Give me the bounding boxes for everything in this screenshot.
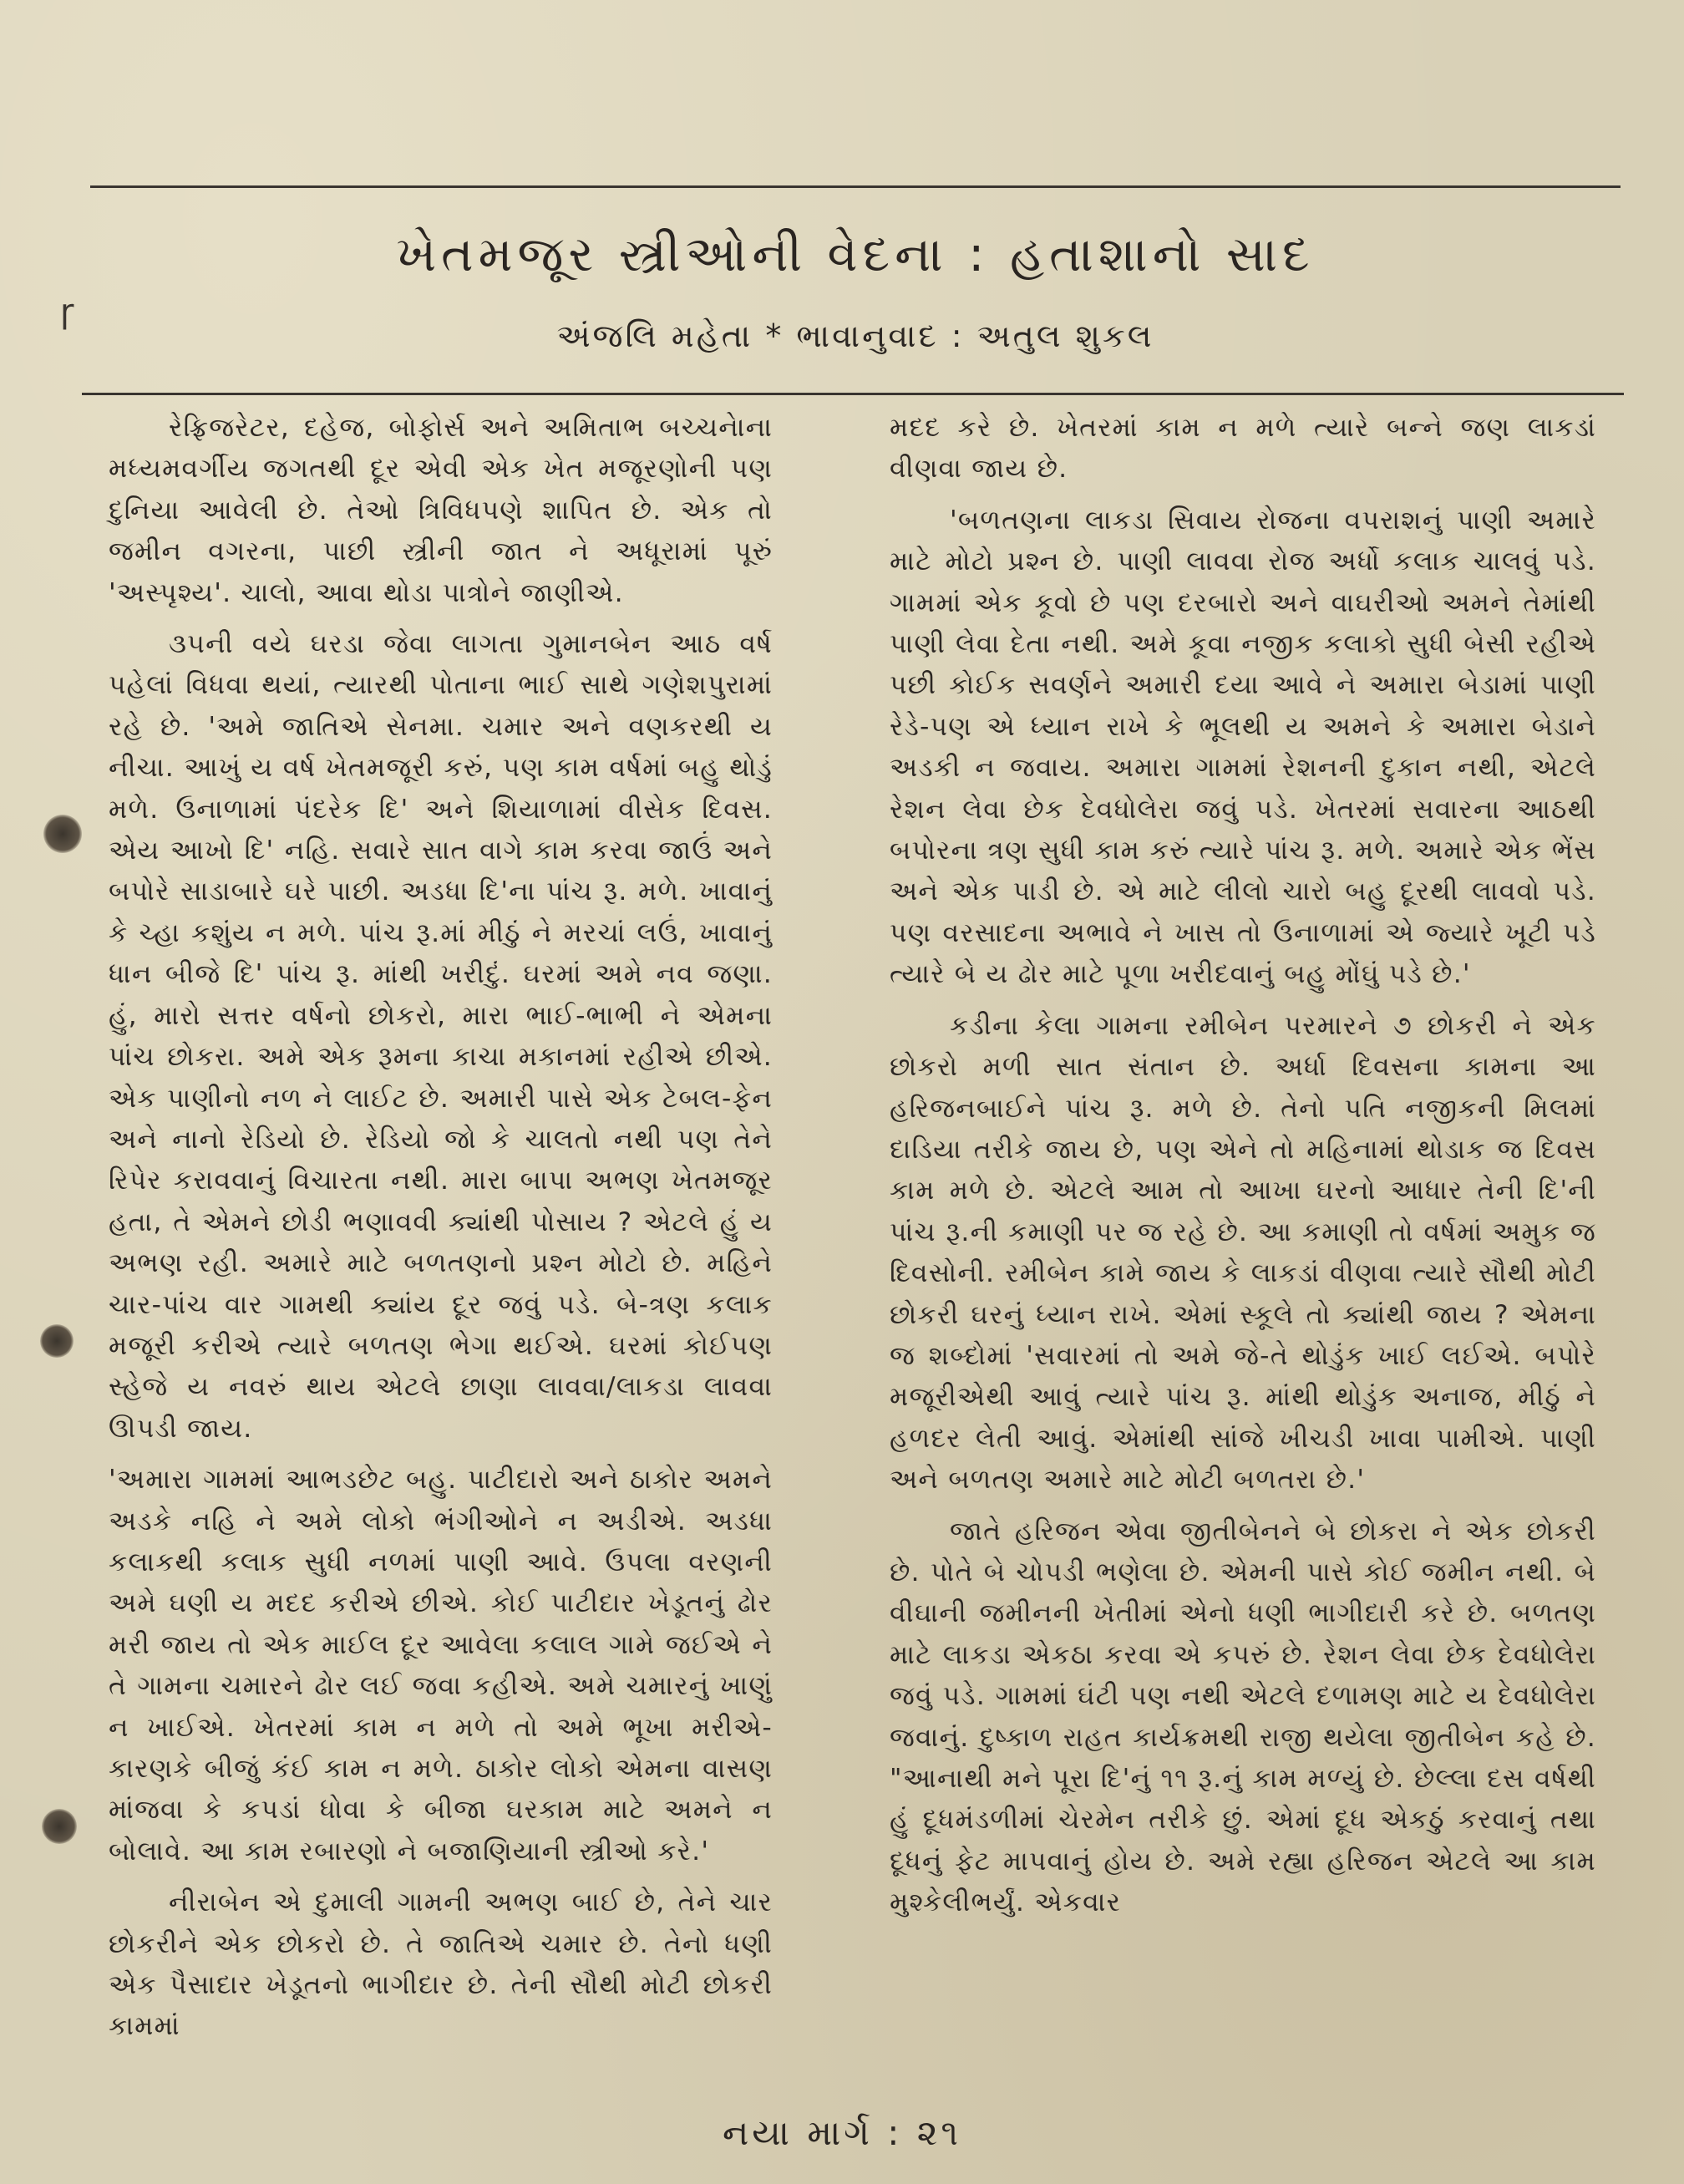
paragraph: 'અમારા ગામમાં આભડછેટ બહુ. પાટીદારો અને ઠાકોર અમને અડકે નહિ ને અમે લોકો ભંગીઓને ન અડીએ. અડધા કલાકથી કલાક સુધી નળમાં પાણી આવે. ઉપલા વરણની અમે ઘણી ય મદદ કરીએ છીએ. કોઈ પાટીદાર ખેડૂતનું ઢોર મરી જાય તો એક માઈલ દૂર આવેલા કલાલ ગામે જઈએ ને તે ગામના ચમારને ઢોર લઈ જવા કહીએ. અમે ચમારનું ખાણું ન ખાઈએ. ખેતરમાં કામ ન મળે તો અમે ભૂખા મરીએ-કારણકે બીજું કંઈ કામ ન મળે. ઠાકોર લોકો એમના વાસણ માંજવા કે કપડાં ધોવા કે બીજા ઘરકામ માટે અમને ન બોલાવે. આ કામ રબારણો ને બજાણિયાની સ્ત્રીઓ કરે.' xyxy=(109,1465,773,1867)
corner-mark: ɼ xyxy=(60,292,74,331)
top-rule xyxy=(90,185,1621,188)
article-title: ખેતમજૂર સ્ત્રીઓની વેદના : હતાશાનો સાદ xyxy=(396,226,1315,282)
paper-hole xyxy=(42,1809,77,1844)
header-rule xyxy=(82,393,1624,395)
paragraph: જાતે હરિજન એવા જીતીબેનને બે છોકરા ને એક છોકરી છે. પોતે બે ચોપડી ભણેલા છે. એમની પાસે કોઈ જમીન નથી. બે વીઘાની જમીનની ખેતીમાં એનો ધણી ભાગીદારી કરે છે. બળતણ માટે લાકડા એકઠા કરવા એ કપરું છે. રેશન લેવા છેક દેવધોલેરા જવું પડે. ગામમાં ઘંટી પણ નથી એટલે દળામણ માટે ય દેવધોલેરા જવાનું. દુષ્કાળ રાહત કાર્યક્રમથી રાજી થયેલા જીતીબેન કહે છે. "આનાથી મને પૂરા દિ'નું ૧૧ રૂ.નું કામ મળ્યું છે. છેલ્લા દસ વર્ષથી હું દૂધમંડળીમાં ચેરમેન તરીકે છું. એમાં દૂધ એકઠું કરવાનું તથા દૂધનું ફેટ માપવાનું હોય છે. અમે રહ્યા હરિજન એટલે આ કામ મુશ્કેલીભર્યું. એકવાર xyxy=(890,1516,1596,1918)
paragraph: 'બળતણના લાકડા સિવાય રોજના વપરાશનું પાણી અમારે માટે મોટો પ્રશ્ન છે. પાણી લાવવા રોજ અર્ધો કલાક ચાલવું પડે. ગામમાં એક કૂવો છે પણ દરબારો અને વાઘરીઓ અમને તેમાંથી પાણી લેવા દેતા નથી. અમે કૂવા નજીક કલાકો સુધી બેસી રહીએ પછી કોઈક સવર્ણને અમારી દયા આવે ને અમારા બેડામાં પાણી રેડે-પણ એ ધ્યાન રાખે કે ભૂલથી ય અમને કે અમારા બેડાને અડકી ન જવાય. અમારા ગામમાં રેશનની દુકાન નથી, એટલે રેશન લેવા છેક દેવધોલેરા જવું પડે. ખેતરમાં સવારના આઠથી બપોરના ત્રણ સુધી કામ કરું ત્યારે પાંચ રૂ. મળે. અમારે એક ભેંસ અને એક પાડી છે. એ માટે લીલો ચારો બહુ દૂરથી લાવવો પડે. પણ વરસાદના અભાવે ને ખાસ તો ઉનાળામાં એ જ્યારે ખૂટી પડે ત્યારે બે ય ઢોર માટે પૂળા ખરીદવાનું બહુ મોંઘું પડે છે.' xyxy=(890,505,1596,990)
paragraph: મદદ કરે છે. ખેતરમાં કામ ન મળે ત્યારે બન્ને જણ લાકડાં વીણવા જાય છે. xyxy=(890,413,1596,485)
paragraph: કડીના કેલા ગામના રમીબેન પરમારને ૭ છોકરી ને એક છોકરો મળી સાત સંતાન છે. અર્ધા દિવસના કામના આ હરિજનબાઈને પાંચ રૂ. મળે છે. તેનો પતિ નજીકની મિલમાં દાડિયા તરીકે જાય છે, પણ એને તો મહિનામાં થોડાક જ દિવસ કામ મળે છે. એટલે આમ તો આખા ઘરનો આધાર તેની દિ'ની પાંચ રૂ.ની કમાણી પર જ રહે છે. આ કમાણી તો વર્ષમાં અમુક જ દિવસોની. રમીબેન કામે જાય કે લાકડાં વીણવા ત્યારે સૌથી મોટી છોકરી ઘરનું ધ્યાન રાખે. એમાં સ્કૂલે તો ક્યાંથી જાય ? એમના જ શબ્દોમાં 'સવારમાં તો અમે જે-તે થોડુંક ખાઈ લઈએ. બપોરે મજૂરીએથી આવું ત્યારે પાંચ રૂ. માંથી થોડુંક અનાજ, મીઠું ને હળદર લેતી આવું. એમાંથી સાંજે ખીચડી ખાવા પામીએ. પાણી અને બળતણ અમારે માટે મોટી બળતરા છે.' xyxy=(890,1010,1596,1496)
paragraph: નીરાબેન એ દુમાલી ગામની અભણ બાઈ છે, તેને ચાર છોકરીને એક છોકરો છે. તે જાતિએ ચમાર છે. તેનો ધણી એક પૈસાદાર ખેડૂતનો ભાગીદાર છે. તેની સૌથી મોટી છોકરી કામમાં xyxy=(109,1887,773,2042)
page-footer: નયા માર્ગ : ૨૧ xyxy=(722,2112,962,2153)
paper-hole xyxy=(43,815,82,853)
paper-hole xyxy=(40,1324,74,1358)
left-column xyxy=(109,408,773,2058)
article-byline: અંજલિ મહેતા * ભાવાનુવાદ : અતુલ શુકલ xyxy=(556,317,1154,354)
paragraph: રેફ્રિજરેટર, દહેજ, બોફોર્સ અને અમિતાભ બચ્ચનેાના મધ્યમવર્ગીય જગતથી દૂર એવી એક ખેત મજૂરણોની પણ દુનિયા આવેલી છે. તેઓ ત્રિવિધપણે શાપિત છે. એક તો જમીન વગરના, પાછી સ્ત્રીની જાત ને અધૂરામાં પૂરું 'અસ્પૃશ્ય'. ચાલો, આવા થોડા પાત્રોને જાણીએ. xyxy=(109,413,773,608)
right-column xyxy=(890,408,1596,1934)
paragraph: ૩૫ની વયે ઘરડા જેવા લાગતા ગુમાનબેન આઠ વર્ષ પહેલાં વિધવા થયાં, ત્યારથી પોતાના ભાઈ સાથે ગણેશપુરામાં રહે છે. 'અમે જાતિએ સેનમા. ચમાર અને વણકરથી ય નીચા. આખું ય વર્ષ ખેતમજૂરી કરું, પણ કામ વર્ષમાં બહુ થોડું મળે. ઉનાળામાં પંદરેક દિ' અને શિયાળામાં વીસેક દિવસ. એય આખો દિ' નહિ. સવારે સાત વાગે કામ કરવા જાઉં અને બપોરે સાડાબારે ઘરે પાછી. અડધા દિ'ના પાંચ રૂ. મળે. ખાવાનું કે ચ્હા કશુંય ન મળે. પાંચ રૂ.માં મીઠું ને મરચાં લઉં, ખાવાનું ધાન બીજે દિ' પાંચ રૂ. માંથી ખરીદું. ઘરમાં અમે નવ જણા. હું, મારો સત્તર વર્ષનો છોકરો, મારા ભાઈ-ભાભી ને એમના પાંચ છોકરા. અમે એક રૂમના કાચા મકાનમાં રહીએ છીએ. એક પાણીનો નળ ને લાઈટ છે. અમારી પાસે એક ટેબલ-ફેન અને નાનો રેડિયો છે. રેડિયો જો કે ચાલતો નથી પણ તેને રિપેર કરાવવાનું વિચારતા નથી. મારા બાપા અભણ ખેતમજૂર હતા, તે એમને છોડી ભણાવવી ક્યાંથી પોસાય ? એટલે હું ય અભણ રહી. અમારે માટે બળતણનો પ્રશ્ન મોટો છે. મહિને ચાર-પાંચ વાર ગામથી ક્યાંય દૂર જવું પડે. બે-ત્રણ કલાક મજૂરી કરીએ ત્યારે બળતણ ભેગા થઈએ. ઘરમાં કોઈપણ સ્હેજે ય નવરું થાય એટલે છાણા લાવવા/લાકડા લાવવા ઊપડી જાય. xyxy=(109,629,773,1444)
